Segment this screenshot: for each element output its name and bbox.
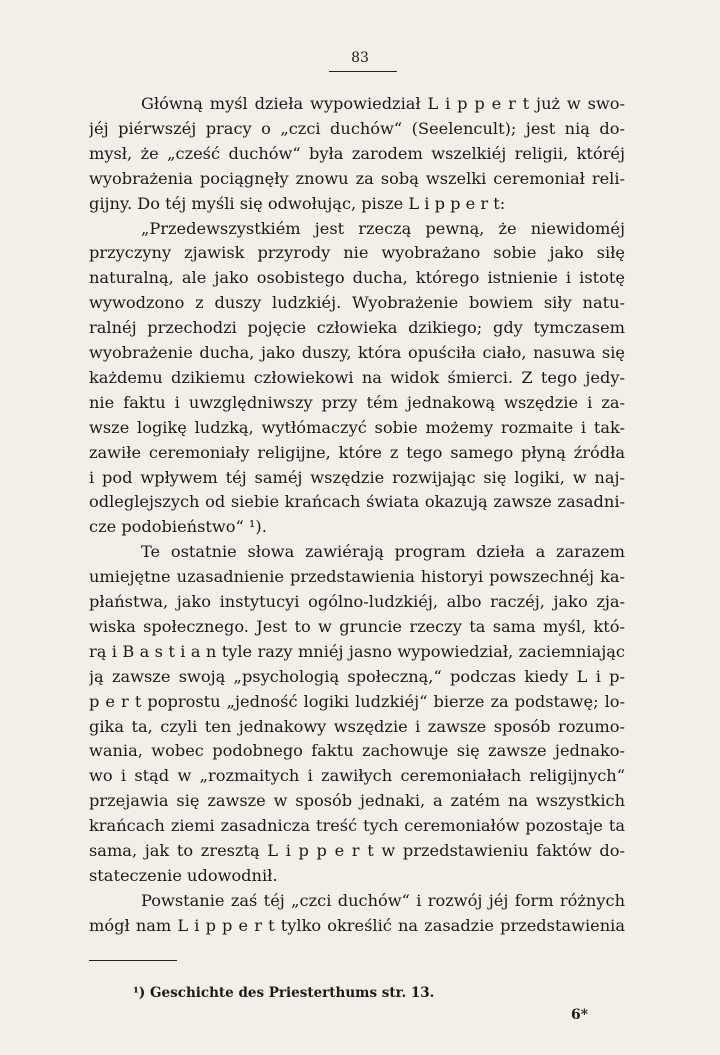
text-line: wsze logikę ludzką, wytłómaczyć sobie możemy rozmaite i tak- (89, 417, 625, 437)
text-line: sama, jak to zresztą L i p p e r t w przedstawieniu faktów do- (89, 841, 625, 860)
text-line: naturalną, ale jako osobistego ducha, którego istnienie i istotę (89, 268, 625, 288)
text-line: nie faktu i uwzględniwszy przy tém jednakową wszędzie i za- (89, 392, 625, 412)
text-line: wania, wobec podobnego faktu zachowuje się zawsze jednako- (89, 741, 625, 761)
text-line: wiska społecznego. Jest to w gruncie rzeczy ta sama myśl, któ- (89, 616, 625, 636)
text-line: przejawia się zawsze w sposób jednaki, a zatém na wszystkich (89, 791, 625, 811)
signature-mark: 6* (571, 1007, 589, 1023)
text-line: cze podobieństwo“ ¹). (89, 517, 267, 537)
text-line: stateczenie udowodnił. (89, 865, 278, 885)
text-line: krańcach ziemi zasadnicza treść tych ceremoniałów pozostaje ta (89, 816, 625, 836)
text-line: przyczyny zjawisk przyrody nie wyobrażano sobie jako siłę (89, 243, 625, 263)
text-line: i pod wpływem téj saméj wszędzie rozwijając się logiki, w naj- (89, 467, 625, 487)
text-line: jéj piérwszéj pracy o „czci duchów“ (Seelencult); jest nią do- (89, 118, 625, 138)
text-line: mysł, że „cześć duchów“ była zarodem wszelkiéj religii, któréj (89, 143, 625, 163)
text-line: odleglejszych od siebie krańcach świata okazują zawsze zasadni- (89, 492, 625, 512)
text-line: wyobrażenia pociągnęły znowu za sobą wszelki ceremoniał reli- (89, 168, 625, 188)
text-line: „Przedewszystkiém jest rzeczą pewną, że niewidoméj (141, 218, 625, 238)
text-line: rą i B a s t i a n tyle razy mniéj jasno wypowiedział, zaciemniając (89, 641, 625, 661)
text-line: płaństwa, jako instytucyi ogólno-ludzkiéj, albo raczéj, jako zja- (89, 592, 625, 611)
text-line: Główną myśl dzieła wypowiedział L i p p e r t już w swo- (141, 94, 625, 113)
text-line: ją zawsze swoją „psychologią społeczną,“ podczas kiedy L i p- (89, 666, 625, 686)
text-line: gijny. Do téj myśli się odwołując, pisze L i p p e r t: (89, 193, 506, 213)
header-rule (329, 71, 397, 72)
text-line: mógł nam L i p p e r t tylko określić na zasadzie przedstawienia (89, 915, 625, 935)
text-line: Te ostatnie słowa zawiérają program dzieła a zarazem (141, 542, 625, 562)
text-line: wywodzono z duszy ludzkiéj. Wyobrażenie bowiem siły natu- (89, 293, 625, 313)
footnote: ¹) Geschichte des Priesterthums str. 13. (133, 985, 435, 1001)
text-line: Powstanie zaś téj „czci duchów“ i rozwój jéj form różnych (141, 890, 625, 910)
page-number: 83 (351, 50, 369, 66)
text-line: p e r t poprostu „jedność logiki ludzkiéj“ bierze za podstawę; lo- (89, 691, 625, 711)
text-line: ralnéj przechodzi pojęcie człowieka dzikiego; gdy tymczasem (89, 318, 625, 338)
text-line: umiejętne uzasadnienie przedstawienia historyi powszechnéj ka- (89, 567, 625, 587)
text-line: wyobrażenie ducha, jako duszy, która opuściła ciało, nasuwa się (89, 343, 625, 362)
text-line: wo i stąd w „rozmaitych i zawiłych ceremoniałach religijnych“ (89, 766, 625, 786)
text-line: gika ta, czyli ten jednakowy wszędzie i zawsze sposób rozumo- (89, 716, 625, 736)
text-line: każdemu dzikiemu człowiekowi na widok śmierci. Z tego jedy- (89, 367, 625, 387)
footnote-rule (89, 960, 177, 961)
text-line: zawiłe ceremoniały religijne, które z tego samego płyną źródła (89, 442, 625, 462)
